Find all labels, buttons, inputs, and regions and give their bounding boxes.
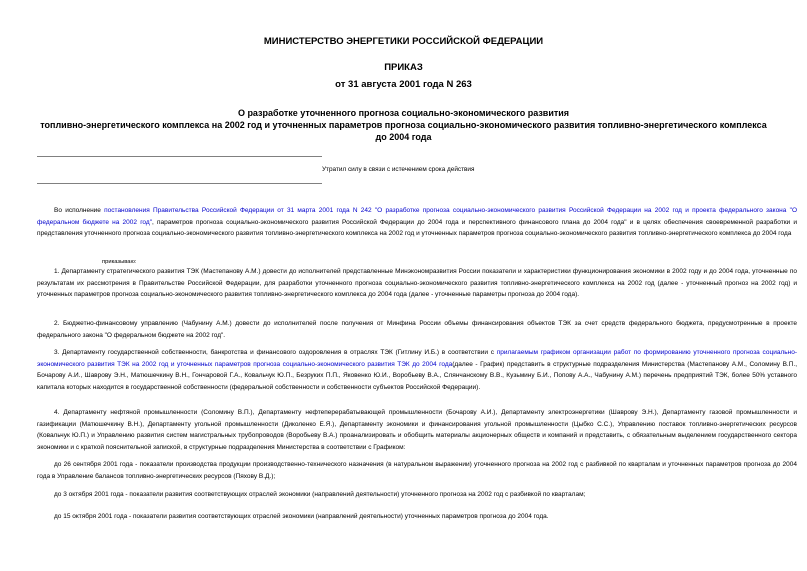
status-note: Утратил силу в связи с истечением срока действия xyxy=(322,166,475,173)
paragraph-3-text-start: 3. Департаменту государственной собственности, банкротства и финансового оздоровления в отраслях ТЭК (Гитлину И.Б.) в соответствии с xyxy=(54,349,497,356)
order-directive: приказываю: xyxy=(102,259,137,265)
preamble-text-end: , параметров прогноза социально-экономического развития Российской Федерации до 2004 года и перспективного финансового плана до 2004 года" и в целях обеспечения своевременной разработки и представления уточненного прогноза социально-экономического развития топливно-энергетического комплекса на 2002 год и уточненных параметров прогноза социально-экономического развития топливно-энергетического комплекса до 2004 года xyxy=(37,218,797,237)
preamble-text-start: Во исполнение xyxy=(54,207,105,214)
document-type: ПРИКАЗ xyxy=(384,62,423,73)
divider-top xyxy=(37,156,322,157)
preamble-paragraph xyxy=(37,205,797,240)
document-title xyxy=(0,107,807,143)
order-date: от 31 августа 2001 года N 263 xyxy=(335,79,472,90)
title-line-1: О разработке уточненного прогноза социально-экономического развития xyxy=(237,108,570,118)
paragraph-1: 1. Департаменту стратегического развития ТЭК (Мастепанову А.М.) довести до исполнителей представленные Минэкономразвития России показатели и характеристики функционирования экономики в 2002 году и до 2004 года, уточненные по результатам их рассмотрения в Правительстве Российской Федерации, для разработки уточненного прогноза социально-экономического развития топливно-энергетического комплекса на 2002 год (далее - уточненный прогноз на 2002 год) и уточненных параметров прогноза социально-экономического развития топливно-энергетического комплекса до 2004 года (далее - уточненные параметры прогноза до 2004 года). xyxy=(37,268,797,298)
government-decree-link[interactable]: постановления Правительства Российской Федерации от 31 марта 2001 года N 242 "О разработке прогноза социально-экономического развития Российской Федерации на 2002 год и проекта федерального закона "О федеральном бюджете на 2002 год" xyxy=(37,207,797,226)
deadline-item-3: до 15 октября 2001 года - показатели развития соответствующих отраслей экономики (направлений деятельности) уточненных параметров прогноза до 2004 года. xyxy=(54,513,549,520)
divider-bottom xyxy=(37,183,322,184)
title-line-2: топливно-энергетического комплекса на 2002 год и уточненных параметров прогноза социально-экономического развития топливно-энергетического комплекса xyxy=(40,120,767,130)
ministry-name: МИНИСТЕРСТВО ЭНЕРГЕТИКИ РОССИЙСКОЙ ФЕДЕРАЦИИ xyxy=(263,36,544,47)
paragraph-3-text-end: (далее - График) представить в структурные подразделения Министерства (Мастепанову А.М., Соломину В.П., Бочарову А.И., Шаврову Э.Н., Матюшечкину В.Н., Гончаровой Г.А., Ковальчук Ю.П., Безруких П.П., Яковенко Ю.И., Воробьеву В.А., Слянчанскому В.В., Кузьмину Б.И., Попову А.А., Чабунину А.М.) перечень предприятий ТЭК, более 50% уставного капитала которых находится в государственной собственности (федеральной собственности и собственности субъектов Российской Федерации). xyxy=(37,360,797,391)
paragraph-4: 4. Департаменту нефтяной промышленности (Соломину В.П.), Департаменту нефтеперерабатывающей промышленности (Бочарову А.И.), Департаменту электроэнергетики (Шаврову Э.Н.), Департаменту газовой промышленности и газификации (Матюшечкину В.Н.), Департаменту угольной промышленности (Диколенко Е.Я.), Департаменту экономики и финансирования угольной промышленности (Цыбко С.С.), Управлению поставок топливно-энергетических ресурсов (Ковальчук Ю.П.) и Управлению развития систем магистральных трубопроводов (Воробьеву В.А.) проанализировать и обобщить материалы акционерных обществ и компаний и представить, с обязательным выделением государственного сектора экономики и с краткой пояснительной запиской, в структурные подразделения Министерства в соответствии с Графиком: xyxy=(37,409,797,451)
title-line-3: до 2004 года xyxy=(375,132,432,142)
paragraph-3 xyxy=(37,347,797,393)
deadline-item-2: до 3 октября 2001 года - показатели развития соответствующих отраслей экономики (направлений деятельности) уточненного прогноза на 2002 год с разбивкой по кварталам; xyxy=(54,491,586,498)
deadline-item-1: до 26 сентября 2001 года - показатели производства продукции производственно-технического назначения (в натуральном выражении) уточненного прогноза на 2002 год с разбивкой по кварталам и уточненных параметров прогноза до 2004 года в Управление балансов топливно-энергетических ресурсов (Пяхову В.Д.); xyxy=(37,461,797,480)
schedule-link[interactable]: прилагаемым графиком организации работ по формированию уточненного прогноза социально-экономического развития ТЭК на 2002 год и уточненных параметров прогноза социально-экономического развития ТЭК до 2004 года xyxy=(37,349,797,368)
paragraph-2: 2. Бюджетно-финансовому управлению (Чабунину А.М.) довести до исполнителей после получения от Минфина России объемы финансирования объектов ТЭК за счет средств федерального бюджета, предусмотренные в проекте федерального закона "О федеральном бюджете на 2002 год". xyxy=(37,320,797,339)
